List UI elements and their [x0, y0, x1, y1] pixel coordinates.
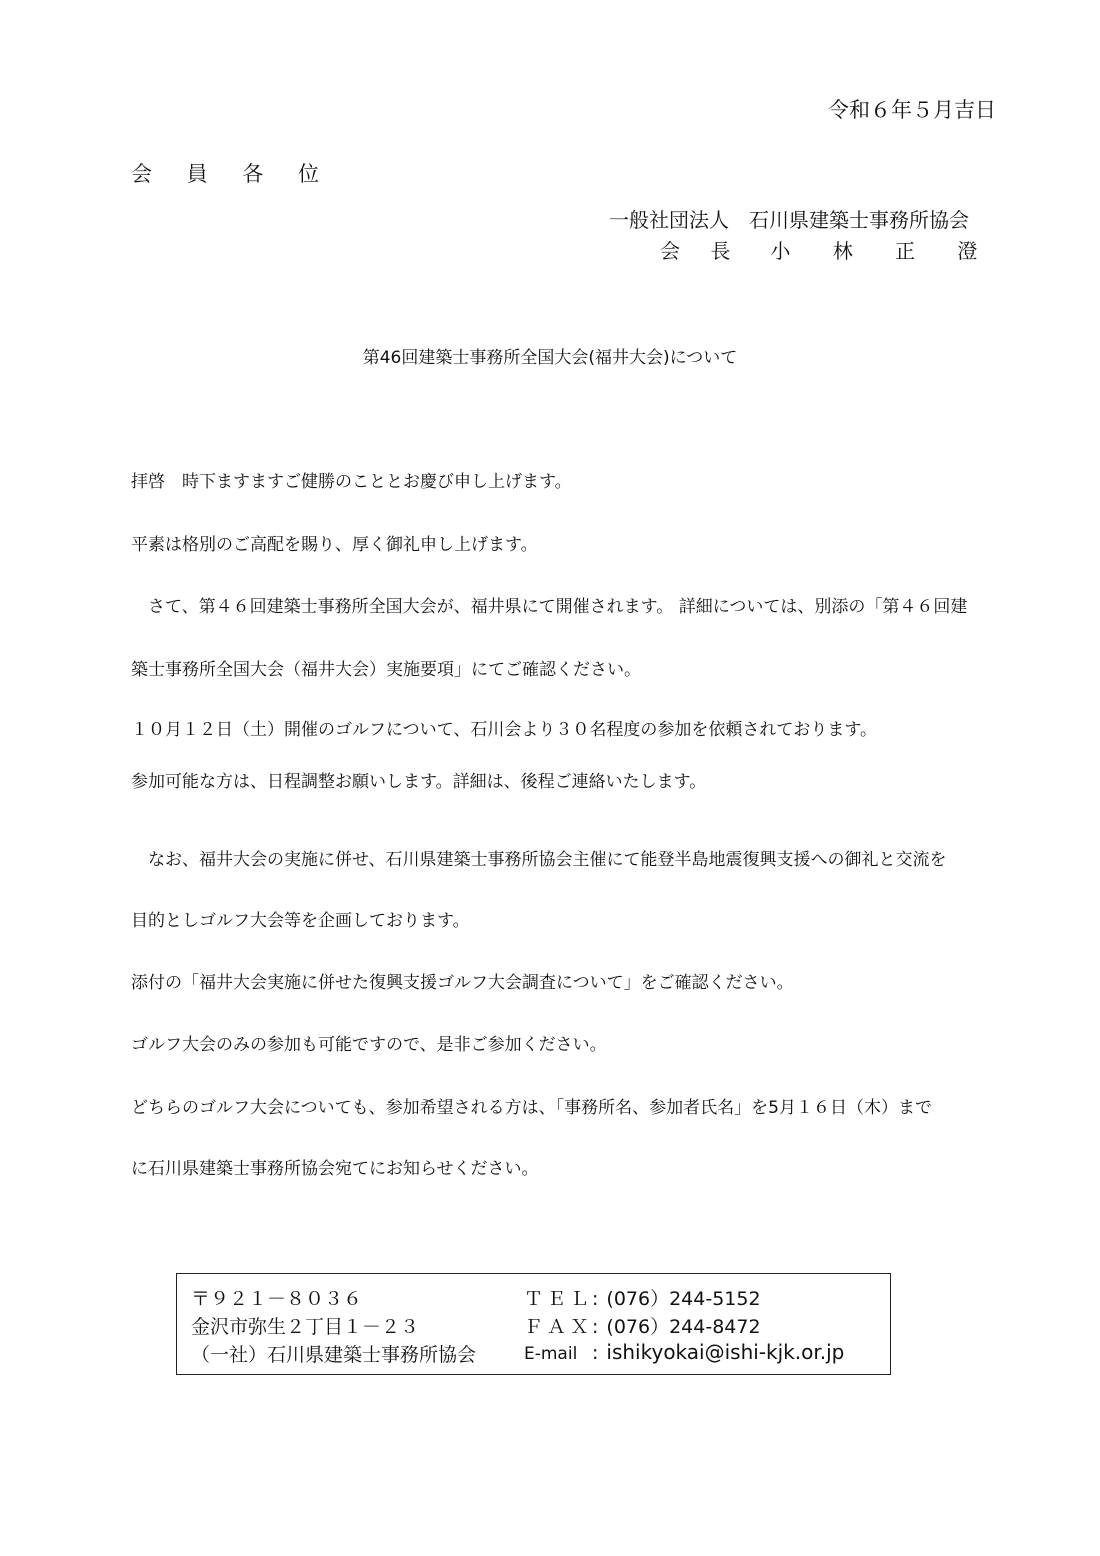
email-label: E-mail	[524, 1344, 578, 1364]
email-colon: :	[592, 1342, 599, 1364]
body-line: 添付の「福井大会実施に併せた復興支援ゴルフ大会調査について」をご確認ください。	[131, 973, 794, 993]
sender-name: 小 林 正 澄	[770, 239, 996, 263]
body-line: どちらのゴルフ大会についても、参加希望される方は、「事務所名、参加者氏名」を5月１６日（木）まで	[131, 1098, 932, 1118]
fax-colon: :	[592, 1316, 599, 1338]
sender-organization: 一般社団法人 石川県建築士事務所協会	[609, 208, 969, 232]
body-line: 築士事務所全国大会（福井大会）実施要項」にてご確認ください。	[131, 660, 641, 680]
contact-box	[176, 1273, 891, 1375]
fax-number: (076）244-8472	[606, 1316, 761, 1338]
body-line: なお、福井大会の実施に併せ、石川県建築士事務所協会主催にて能登半島地震復興支援への御礼と交流を	[131, 850, 947, 870]
body-line: さて、第４６回建築士事務所全国大会が、福井県にて開催されます。 詳細については、別添の「第４６回建	[131, 597, 968, 617]
body-line: に石川県建築士事務所協会宛てにお知らせください。	[131, 1159, 539, 1179]
fax-label: ＦＡＸ	[524, 1316, 594, 1338]
body-line: ゴルフ大会のみの参加も可能ですので、是非ご参加ください。	[131, 1035, 607, 1055]
postal-code: 〒９２１－８０３６	[191, 1288, 363, 1310]
tel-row	[524, 1284, 761, 1311]
tel-label: ＴＥＬ	[524, 1288, 594, 1310]
body-line: １０月１２日（土）開催のゴルフについて、石川会より３０名程度の参加を依頼されております。	[131, 720, 877, 740]
email-address[interactable]: ishikyokai@ishi-kjk.or.jp	[606, 1340, 845, 1364]
sender-signature	[660, 235, 995, 264]
fax-row	[524, 1312, 761, 1339]
organization-name: （一社）石川県建築士事務所協会	[191, 1344, 477, 1366]
document-date: 令和６年５月吉日	[828, 98, 996, 122]
tel-number: (076）244-5152	[606, 1288, 761, 1310]
addressee: 会 員 各 位	[131, 162, 334, 186]
body-line: 平素は格別のご高配を賜り、厚く御礼申し上げます。	[131, 535, 538, 555]
tel-colon: :	[592, 1288, 599, 1310]
email-row	[524, 1340, 844, 1364]
address: 金沢市弥生２丁目１－２３	[191, 1316, 420, 1338]
body-line: 目的としゴルフ大会等を企画しております。	[131, 911, 470, 931]
body-line: 参加可能な方は、日程調整お願いします。詳細は、後程ご連絡いたします。	[131, 772, 707, 792]
document-subject: 第46回建築士事務所全国大会(福井大会)について	[362, 348, 738, 368]
sender-title: 会 長	[660, 239, 743, 263]
body-line: 拝啓 時下ますますご健勝のこととお慶び申し上げます。	[131, 472, 572, 492]
